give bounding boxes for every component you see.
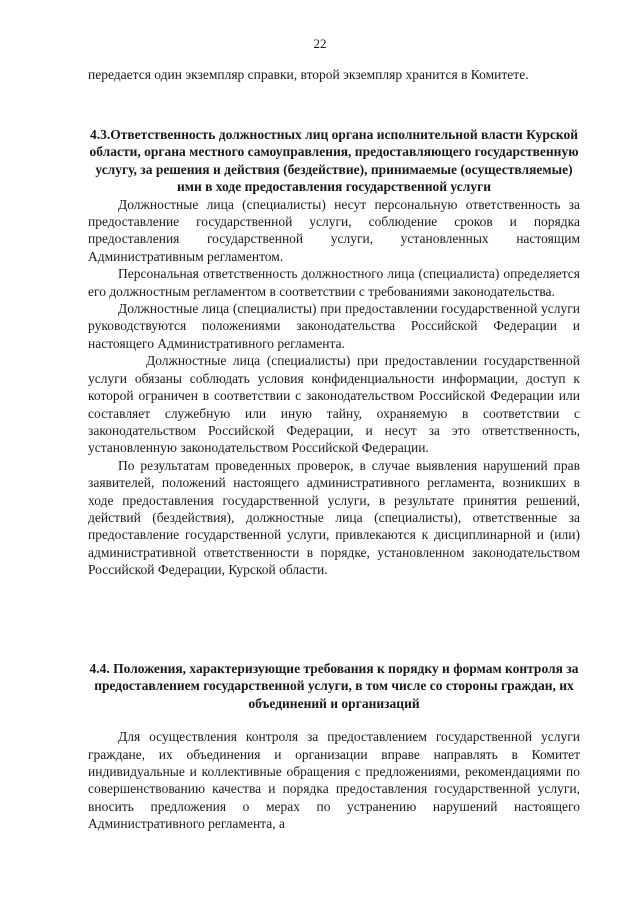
page-number: 22 xyxy=(313,36,327,51)
section-4-3-paragraph: Персональная ответственность должностного лица (специалиста) определяется его должностным регламентом в соответствии с требованиями законодательства. xyxy=(88,266,580,299)
section-4-3-paragraph: По результатам проведенных проверок, в случае выявления нарушений прав заявителей, положений настоящего административного регламента, возникших в ходе предоставления государственной услуги, в результате принятия решений, действий (бездействия), должностные лица (специалисты), ответственные за предоставление государственной услуги, привлекаются к дисциплинарной и (или) административной ответственности в порядке, установленном законодательством Российской Федерации, Курской области. xyxy=(88,457,580,578)
section-4-4 xyxy=(88,660,580,833)
section-4-4-heading: 4.4. Положения, характеризующие требования к порядку и формам контроля за предоставлением государственной услуги, в том числе со стороны граждан, их объединений и организаций xyxy=(89,661,579,711)
section-4-3-paragraph: Должностные лица (специалисты) при предоставлении государственной услуги обязаны соблюдать условия конфиденциальности информации, доступ к которой ограничен в соответствии с законодательством Российской Федерации или составляет служебную или иную тайну, охраняемую в соответствии с законодательством Российской Федерации, и несут за это ответственность, установленную законодательством Российской Федерации. xyxy=(88,353,580,456)
section-4-3-heading: 4.3.Ответственность должностных лиц органа исполнительной власти Курской области, органа местного самоуправления, предоставляющего государственную услугу, за решения и действия (бездействие), принимаемые (осуществляемые) ими в ходе предоставления государственной услуги xyxy=(89,127,579,195)
intro-paragraph: передается один экземпляр справки, второй экземпляр хранится в Комитете. xyxy=(88,67,529,82)
section-4-3-paragraph: Должностные лица (специалисты) при предоставлении государственной услуги руководствуются положениями законодательства Российской Федерации и настоящего Административного регламента. xyxy=(88,301,580,351)
section-4-3-paragraph: Должностные лица (специалисты) несут персональную ответственность за предоставление государственной услуги, соблюдение сроков и порядка предоставления государственной услуги, установленных настоящим Административным регламентом. xyxy=(88,196,580,264)
intro-block xyxy=(88,66,580,83)
section-4-4-paragraph: Для осуществления контроля за предоставлением государственной услуги граждане, их объединения и организации вправе направлять в Комитет индивидуальные и коллективные обращения с предложениями, рекомендациями по совершенствованию качества и порядка предоставления государственной услуги, вносить предложения о мерах по устранению нарушений настоящего Административного регламента, а xyxy=(88,729,580,832)
section-4-3 xyxy=(88,126,580,579)
